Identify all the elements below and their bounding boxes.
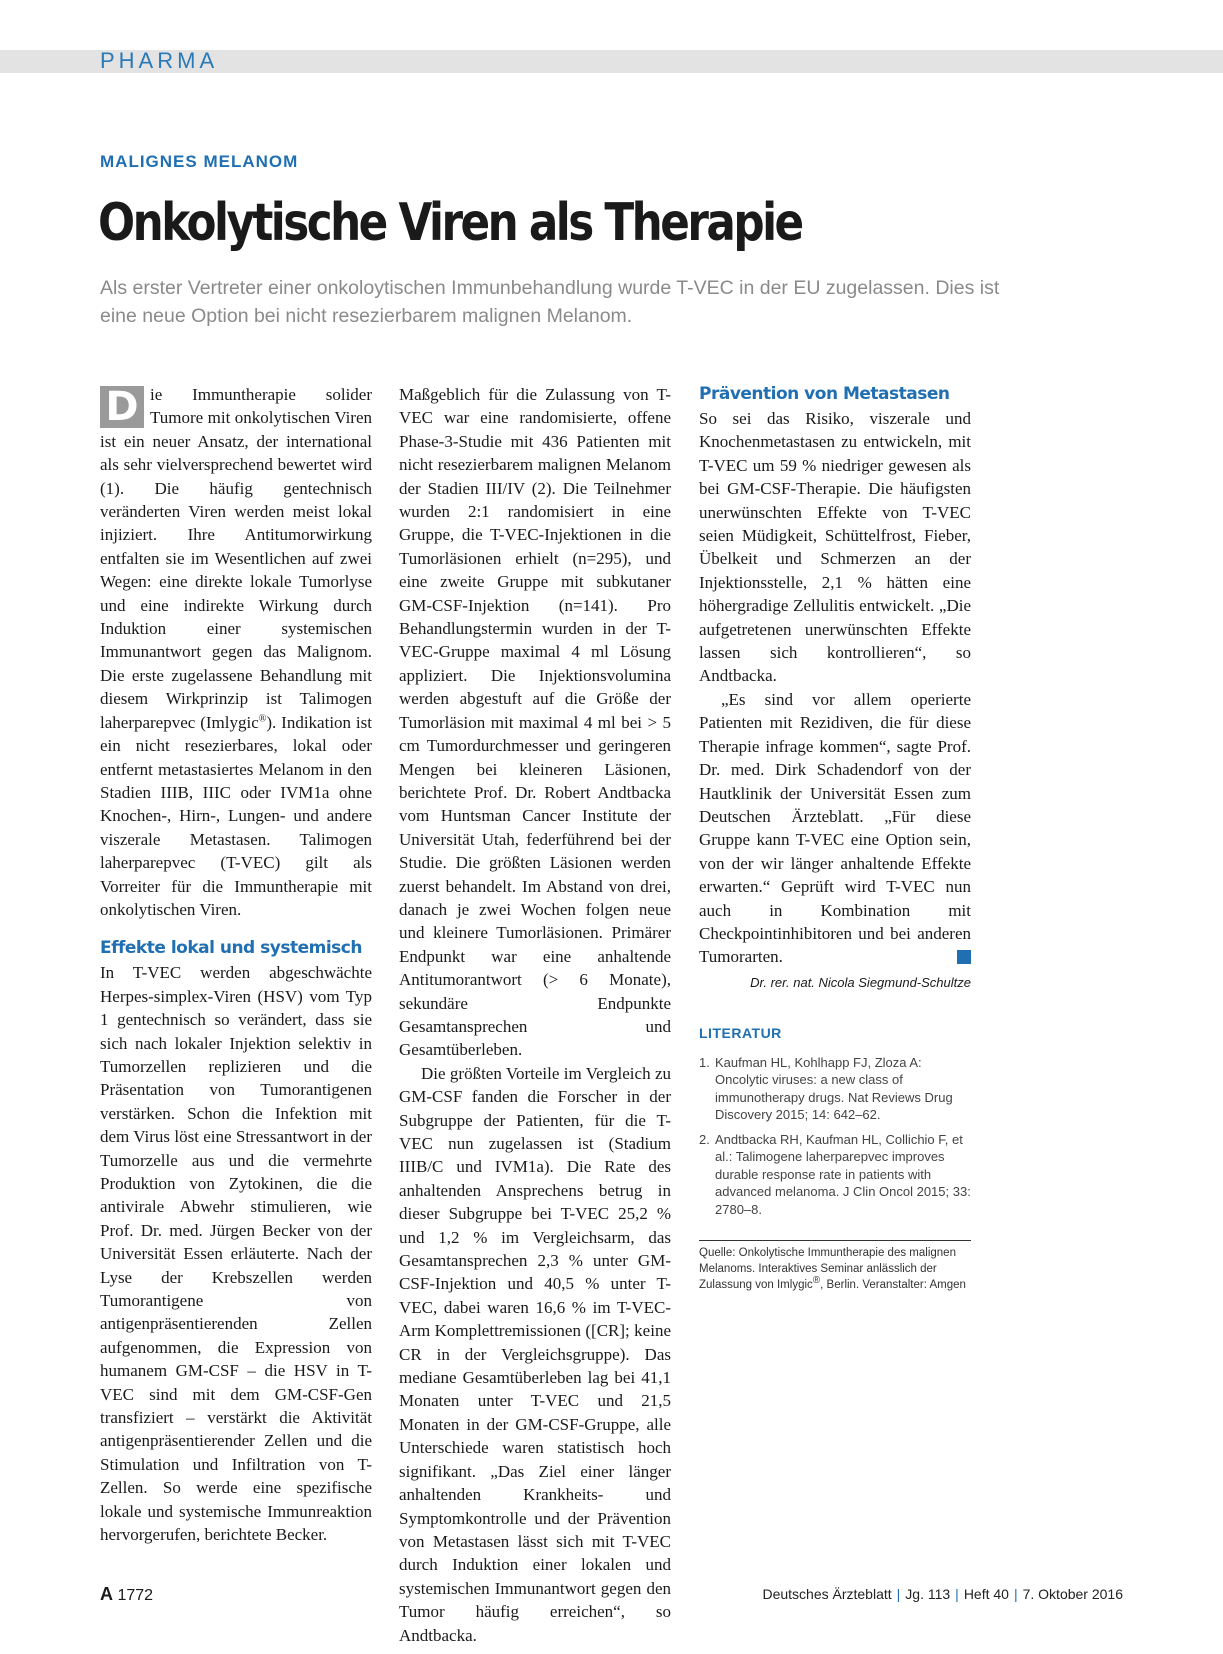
drop-cap: D [100,386,144,428]
article-lead: Als erster Vertreter einer onkoloytischen Immunbehandlung wurde T-VEC in der EU zugelassen. Dies ist eine neue Option bei nicht resezierbarem malignen Melanom. [100,277,1000,327]
source-note: Quelle: Onkolytische Immuntherapie des malignen Melanoms. Interaktives Seminar anlässlich der Zulassung von Imlygic®, Berlin. Veranstalter: Amgen [699,1240,971,1293]
paragraph: Die größten Vorteile im Vergleich zu GM-CSF fanden die Forscher in der Subgruppe der Patienten, für die T-VEC nun zugelassen ist (Stadium IIIB/C und IVM1a). Die Rate des anhaltenden Ansprechens betrug in dieser Subgruppe bei T-VEC 25,2 % und 1,2 % im Vergleichsarm, das Gesamtansprechen 2,3 % unter GM-CSF-Injektion und 40,5 % unter T-VEC, dabei waren 16,6 % im T-VEC-Arm Komplettremissionen ([CR]; keine CR in der Vergleichsgruppe). Das mediane Gesamtüberleben lag bei 41,1 Monaten unter T-VEC und 21,5 Monaten in der GM-CSF-Gruppe, alle Unterschiede waren statistisch hoch signifikant. „Das Ziel einer länger anhaltenden Krankheits- und Symptomkontrolle und der Prävention von Metastasen lässt sich mit T-VEC durch Induktion einer lokalen und systemischen Immunantwort gegen den Tumor häufig erreichen“, so Andtbacka. [399,1063,671,1645]
paragraph: So sei das Risiko, viszerale und Knochenmetastasen zu entwickeln, mit T-VEC um 59 % niedriger gewesen als bei GM-CSF-Therapie. Die häufigsten unerwünschten Effekte von T-VEC seien Müdigkeit, Schüttelfrost, Fieber, Übelkeit und Schmerzen an der Injektionsstelle, 2,1 % hätten eine höhergradige Zellulitis entwickelt. „Die aufgetretenen unerwünschten Effekte lassen sich kontrollieren“, so Andtbacka. [699,409,971,686]
subheading-prevention: Prävention von Metastasen [699,384,950,404]
journal-footer: Deutsches Ärzteblatt | Jg. 113 | Heft 40 | 7. Oktober 2016 [762,1586,1123,1602]
reference-item: 2. Andtbacka RH, Kaufman HL, Collichio F, et al.: Talimogene laherparepvec improves durable response rate in patients with advanced melanoma. J Clin Oncol 2015; 33: 2780–8. [699,1131,971,1217]
article-kicker: MALIGNES MELANOM [100,152,299,171]
article-title: Onkolytische Viren als Therapie [98,193,802,253]
paragraph: D ie Immuntherapie solider Tumore mit onkolytischen Viren ist ein neuer Ansatz, der international als sehr vielversprechend bewertet wird (1). Die häufig gentechnisch veränderten Viren werden meist lokal injiziert. Ihre Antitumorwirkung entfalten sie im Wesentlichen auf zwei Wegen: eine direkte lokale Tumorlyse und eine indirekte Wirkung durch Induktion einer systemischen Immunantwort gegen das Malignom. Die erste zugelassene Behandlung mit diesem Wirkprinzip ist Talimogen laherparepvec (Imlygic®). Indikation ist ein nicht resezierbares, lokal oder entfernt metastasiertes Melanom in den Stadien IIIB, IIIC oder IVM1a ohne Knochen-, Hirn-, Lungen- und andere viszerale Metastasen. Talimogen laherparepvec (T-VEC) gilt als Vorreiter für die Immuntherapie mit onkolytischen Viren. [100,384,372,919]
article-column-2-flow [399,383,671,1647]
paragraph: In T-VEC werden abgeschwächte Herpes-simplex-Viren (HSV) vom Typ 1 gentechnisch so verändert, dass sie sich nach lokaler Injektion selektiv in Tumorzellen replizieren und die Präsentation von Tumorantigenen verstärken. Schon die Infektion mit dem Virus löst eine Stressantwort in der Tumorzelle aus und die vermehrte Produktion von Zytokinen, die die antivirale Abwehr stimulieren, wie Prof. Dr. med. Jürgen Becker von der Universität Essen erläuterte. Nach der Lyse der Krebszellen werden Tumorantigene von antigenpräsentierenden Zellen aufgenommen, die Expression von humanem GM-CSF – die HSV in T-VEC sind mit dem GM-CSF-Gen transfiziert – verstärkt die Aktivität antigenpräsentierender Zellen und die Stimulation und Infiltration von T-Zellen. So werde eine spezifische lokale und systemische Immunreaktion hervorgerufen, berichtete Becker. [100,963,372,1545]
end-mark [957,950,971,964]
section-label: PHARMA [100,48,219,73]
article-column-3 [699,383,971,1293]
reference-item: 1. Kaufman HL, Kohlhapp FJ, Zloza A: Oncolytic viruses: a new class of immunotherapy drugs. Nat Reviews Drug Discovery 2015; 14: 642–62. [699,1054,953,1123]
paragraph: Maßgeblich für die Zulassung von T-VEC war eine randomisierte, offene Phase-3-Studie mit 436 Patienten mit nicht resezierbarem malignen Melanom der Stadien III/IV (2). Die Teilnehmer wurden 2:1 randomisiert in eine Gruppe, die T-VEC-Injektionen in die Tumorläsionen erhielt (n=295), und eine zweite Gruppe mit subkutaner GM-CSF-Injektion (n=141). Pro Behandlungstermin wurden in der T-VEC-Gruppe maximal 4 ml Lösung appliziert. Die Injektionsvolumina werden abgestuft auf die Größe der Tumorläsion mit maximal 4 ml bei > 5 cm Tumordurchmesser und geringeren Mengen bei kleineren Läsionen, berichtete Prof. Dr. Robert Andtbacka vom Huntsman Cancer Institute der Universität Utah, federführend bei der Studie. Die größten Läsionen werden zuerst behandelt. Im Abstand von drei, danach je zwei Wochen folgen neue und kleinere Tumorläsionen. Primärer Endpunkt war eine anhaltende Antitumorantwort (> 6 Monate), sekundäre Endpunkte Gesamtansprechen und Gesamtüberleben. [399,385,671,1060]
literature-heading: LITERATUR [699,1025,782,1042]
article-column-1 [100,383,372,1547]
reference-list [699,1054,971,1219]
page-number: A 1772 [100,1584,154,1604]
article-author: Dr. rer. nat. Nicola Siegmund-Schultze [750,974,971,990]
paragraph: „Es sind vor allem operierte Patienten mit Rezidiven, die für diese Therapie infrage kommen“, sagte Prof. Dr. med. Dirk Schadendorf von der Hautklinik der Universität Essen zum Deutschen Ärzteblatt. „Für diese Gruppe kann T-VEC eine Option sein, von der wir länger anhaltende Effekte erwarten.“ Geprüft wird T-VEC nun auch in Kombination mit Checkpointinhibitoren und bei anderen Tumorarten. [699,689,971,967]
subheading-effects: Effekte lokal und systemisch [100,938,362,959]
